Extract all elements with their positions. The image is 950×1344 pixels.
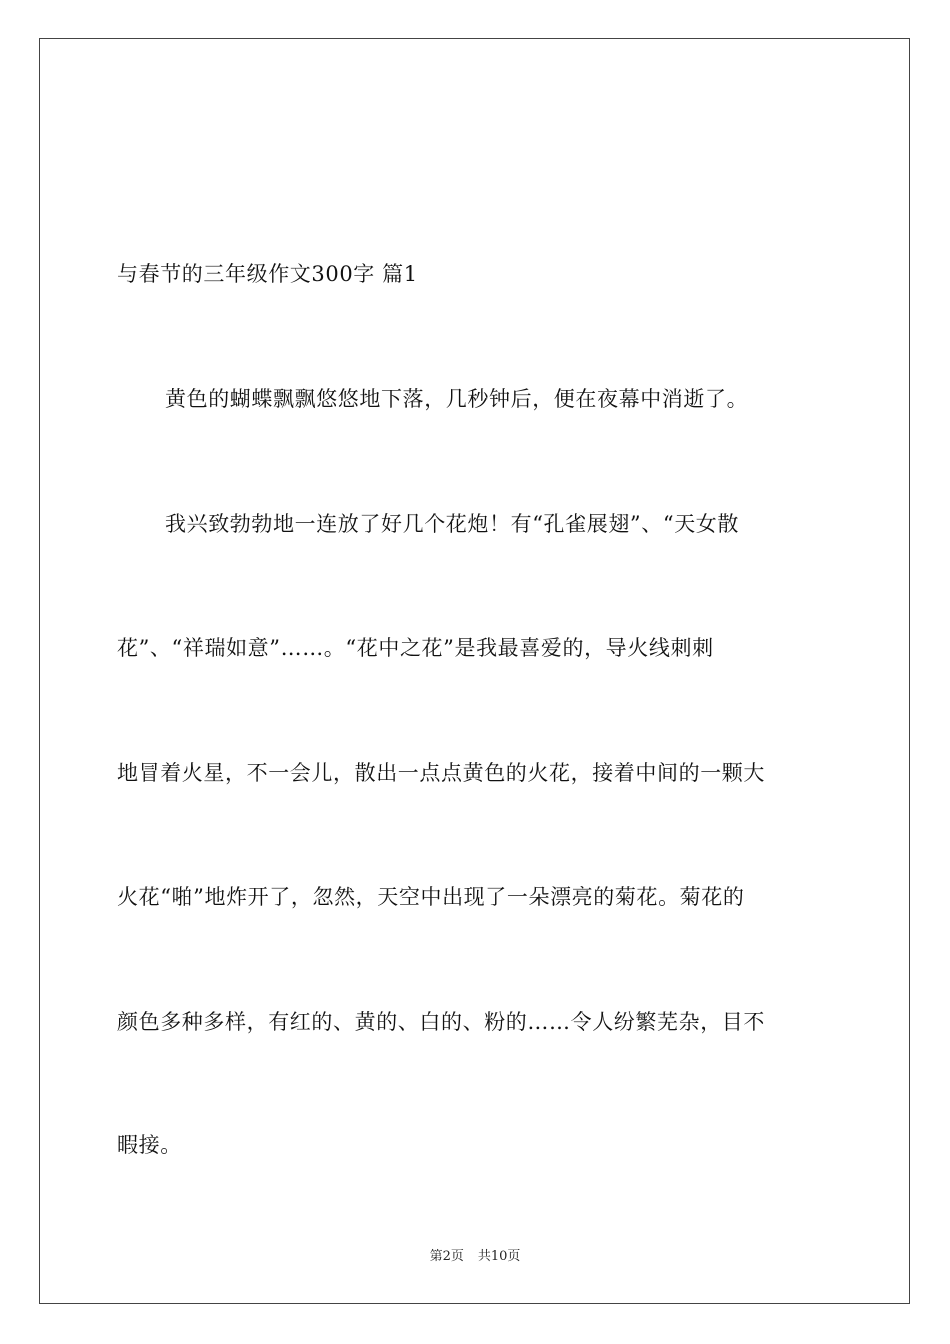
page-total: 共10页	[477, 1249, 521, 1264]
paragraph-line-6: 颜色多种多样，有红的、黄的、白的、粉的……令人纷繁芜杂，目不	[117, 1010, 765, 1034]
paragraph-line-7: 暇接。	[117, 1133, 182, 1157]
paragraph-line-5: 火花“啪”地炸开了，忽然，天空中出现了一朵漂亮的菊花。菊花的	[117, 885, 745, 909]
page-border	[39, 38, 910, 1304]
paragraph-line-1: 黄色的蝴蝶飘飘悠悠地下落，几秒钟后，便在夜幕中消逝了。	[165, 387, 749, 411]
paragraph-line-4: 地冒着火星，不一会儿，散出一点点黄色的火花，接着中间的一颗大	[117, 761, 765, 785]
page-number: 第2页	[429, 1249, 464, 1264]
paragraph-line-2: 我兴致勃勃地一连放了好几个花炮！有“孔雀展翅”、“天女散	[165, 512, 740, 536]
page-footer	[0, 1248, 950, 1266]
essay-title: 与春节的三年级作文300字 篇1	[117, 262, 418, 286]
paragraph-line-3: 花”、“祥瑞如意”……。“花中之花”是我最喜爱的，导火线刺刺	[117, 636, 714, 660]
